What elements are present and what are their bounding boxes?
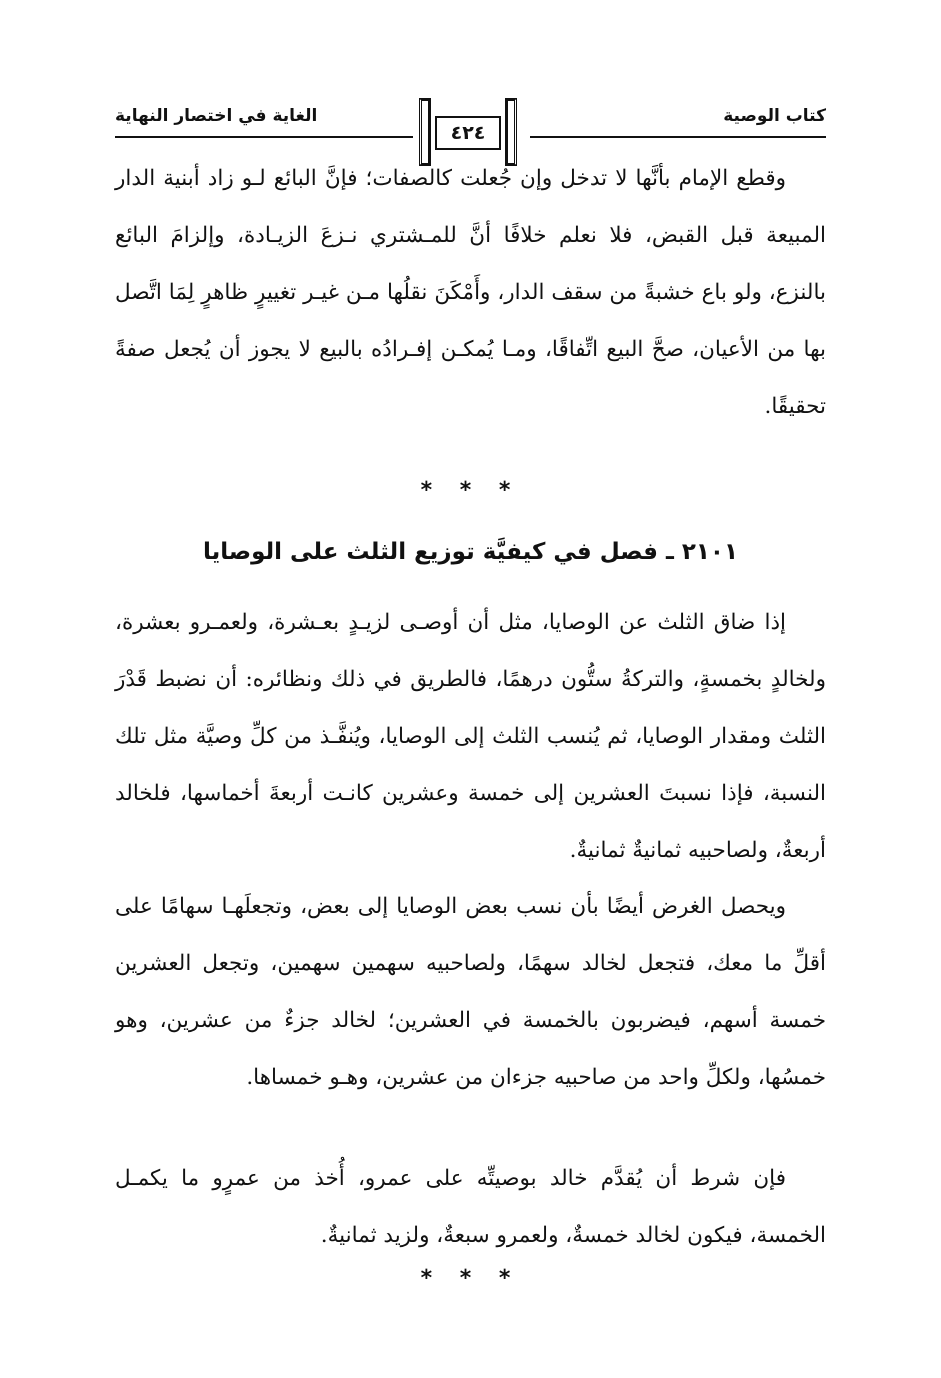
separator-stars: * * *: [420, 1266, 521, 1291]
paragraph: إذا ضاق الثلث عن الوصايا، مثل أن أوصـى لزيـدٍ بعـشرة، ولعمـرو بعشرة، ولخالدٍ بخمسةٍ، والتركةُ ستُّون درهمًا، فالطريق في ذلك ونظائره: أن نضبط قَدْرَ الثلث ومقدار الوصايا، ثم يُنسب الثلث إلى الوصايا، ويُنفَّـذ من كلِّ وصيَّة مثل تلك النسبة، فإذا نسبتَ العشرين إلى خمسة وعشرين كانـت أربعةَ أخماسها، فلخالد أربعةٌ، ولصاحبيه ثمانيةٌ ثمانيةٌ.: [115, 610, 826, 863]
header-rule-left: [115, 136, 413, 138]
book-title: الغاية في اختصار النهاية: [115, 106, 318, 126]
chapter-title: كتاب الوصية: [723, 106, 826, 126]
page-number: ٤٢٤: [435, 116, 501, 150]
paragraph: ويحصل الغرض أيضًا بأن نسب بعض الوصايا إلى بعض، وتجعلَهـا سهامًا على أقلِّ ما معك، فتجعل لخالد سهمًا، ولصاحبيه سهمين سهمين، وتجعل العشرين خمسة أسهم، فيضربون بالخمسة في العشرين؛ لخالد جزءٌ من عشرين، وهو خمسُها، ولكلِّ واحد من صاحبيه جزءان من عشرين، وهـو خمساها.: [115, 894, 826, 1090]
paragraph: فإن شرط أن يُقدَّم خالد بوصيتِّه على عمرو، أُخذ من عمرٍو ما يكمـل الخمسة، فيكون لخالد خمسةٌ، ولعمرو سبعةٌ، ولزيد ثمانيةٌ.: [115, 1166, 826, 1248]
header-rule-right: [530, 136, 826, 138]
section-heading: ٢١٠١ ـ فصل في كيفيَّة توزيع الثلث على الوصايا: [202, 539, 739, 565]
separator-stars: * * *: [420, 478, 521, 503]
paragraph: وقطع الإمام بأنَّها لا تدخل وإن جُعلت كالصفات؛ فإنَّ البائع لـو زاد أبنية الدار المبيعة قبل القبض، فلا نعلم خلافًا أنَّ للمـشتري نـزعَ الزيـادة، وإلزامَ البائع بالنزع، ولو باع خشبةً من سقف الدار، وأَمْكَنَ نقلُها مـن غيـر تغييرٍ ظاهرٍ لِمَا اتَّصل بها من الأعيان، صحَّ البيع اتِّفاقًا، ومـا يُمكـن إفـرادُه بالبيع لا يجوز أن يُجعل صفةً تحقيقًا.: [115, 166, 826, 419]
